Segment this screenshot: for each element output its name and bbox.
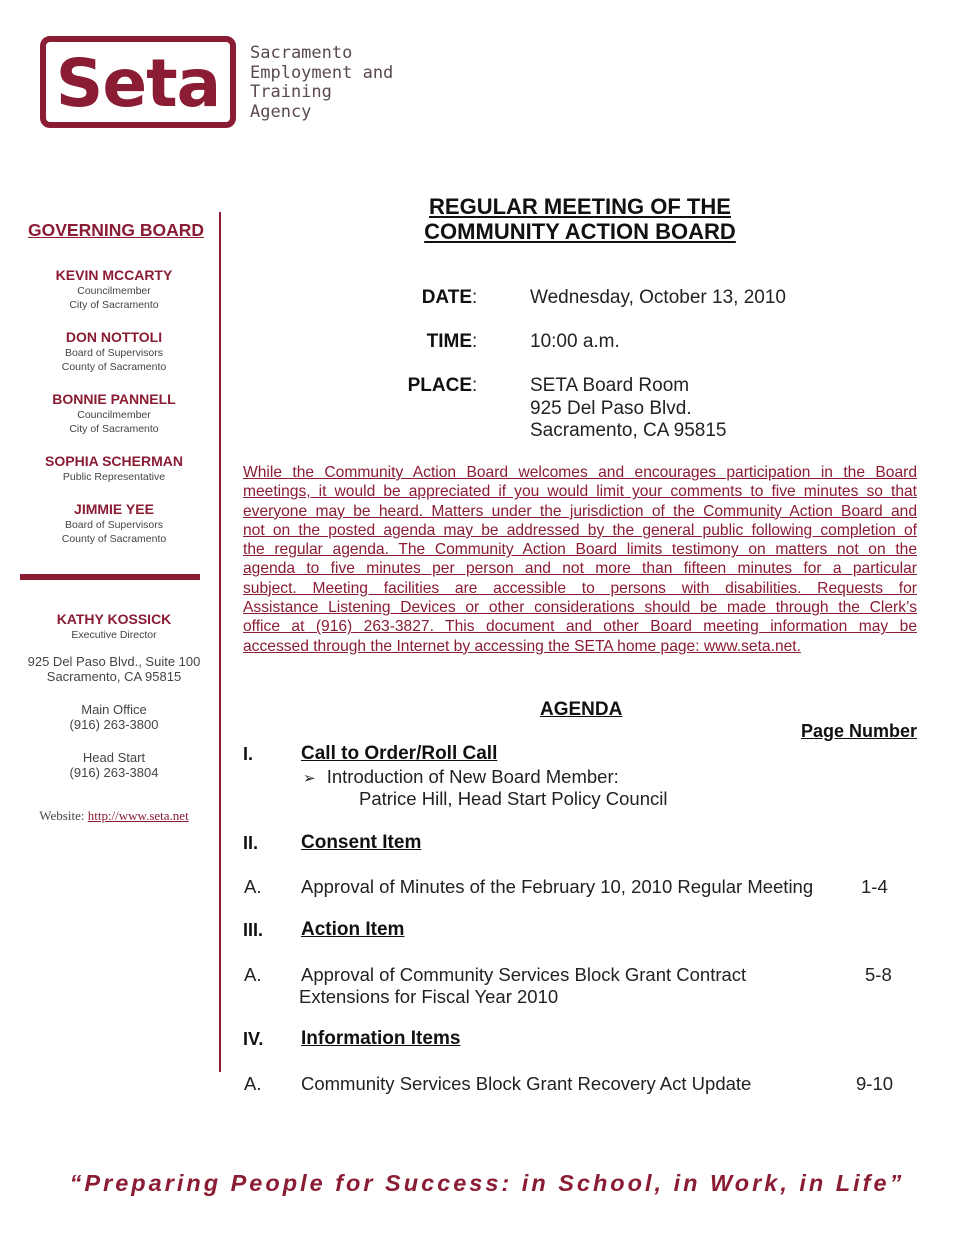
board-member — [18, 267, 210, 312]
place-label: PLACE — [407, 375, 472, 396]
time-row — [392, 331, 477, 353]
head-start-label: Head Start — [82, 750, 146, 765]
item-pages: 1-4 — [861, 876, 888, 897]
date-label: DATE — [421, 287, 472, 308]
address-line: 925 Del Paso Blvd., Suite 100 — [27, 654, 201, 669]
section-numeral: II. — [243, 833, 259, 853]
member-name: JIMMIE YEE — [74, 501, 154, 517]
section-heading: Information Items — [301, 1028, 461, 1049]
seta-logo — [40, 36, 236, 128]
board-member — [18, 501, 210, 546]
section-heading: Call to Order/Roll Call — [301, 743, 498, 764]
main-office-label: Main Office — [81, 702, 147, 717]
bullet-text: Introduction of New Board Member: — [326, 766, 619, 787]
time-colon: : — [472, 331, 478, 352]
member-org: County of Sacramento — [61, 361, 167, 373]
member-role: Board of Supervisors — [64, 519, 164, 531]
logo-mark: Seta — [55, 45, 221, 122]
governing-board-title: GOVERNING BOARD — [28, 220, 204, 240]
agenda-bullet-item — [303, 766, 619, 790]
meeting-time: 10:00 a.m. — [530, 331, 620, 352]
public-notice — [243, 463, 917, 656]
member-name: DON NOTTOLI — [65, 329, 163, 345]
member-name: BONNIE PANNELL — [52, 391, 176, 407]
notice-line: office at (916) 263-3827. This document and other Board meeting information may be — [243, 618, 917, 636]
notice-line: While the Community Action Board welcomes and encourages participation in the Board — [243, 464, 917, 481]
arrow-bullet-icon: ➢ — [303, 770, 316, 787]
sidebar-horizontal-divider — [20, 574, 200, 580]
notice-line: accessed through the Internet by accessing the SETA home page: www.seta.net. — [243, 637, 801, 655]
item-letter: A. — [244, 1073, 262, 1094]
meeting-date: Wednesday, October 13, 2010 — [530, 287, 786, 308]
website — [14, 808, 214, 824]
place-line: SETA Board Room — [530, 375, 690, 396]
section-heading: Consent Item — [301, 832, 422, 853]
notice-line: subject. Meeting facilities are accessible to persons with disabilities. Requests for — [243, 579, 917, 597]
website-link[interactable]: http://www.seta.net — [87, 808, 189, 823]
head-start-office — [18, 750, 210, 780]
item-pages: 5-8 — [865, 964, 892, 985]
member-role: Councilmember — [77, 285, 151, 297]
agency-name-line: Agency — [250, 101, 312, 122]
member-role: Board of Supervisors — [64, 347, 164, 359]
item-text: Community Services Block Grant Recovery Act Update — [301, 1073, 752, 1094]
time-label: TIME — [426, 331, 472, 352]
notice-line: Assistance Listening Devices or other considerations should be made through the Clerk’s — [243, 599, 917, 617]
agency-name-line: Sacramento — [250, 43, 353, 63]
notice-line: meetings, it would be appreciated if you would limit your comments to five minutes so that — [243, 483, 917, 501]
section-heading: Action Item — [301, 919, 405, 940]
governing-board-title-wrap — [18, 220, 210, 241]
board-member — [18, 329, 210, 374]
item-pages: 9-10 — [856, 1073, 894, 1094]
website-label: Website: — [39, 808, 85, 823]
date-colon: : — [472, 287, 478, 308]
section-numeral: I. — [243, 744, 254, 764]
page-number-header: Page Number — [800, 721, 917, 741]
notice-line: everyone may be heard. Matters under the jurisdiction of the Community Action Board and — [243, 502, 917, 520]
notice-line: not on the posted agenda may be addressed by the general public following completion of — [243, 521, 917, 539]
item-text: Approval of Minutes of the February 10, 2010 Regular Meeting — [301, 876, 814, 897]
director-name: KATHY KOSSICK — [56, 611, 172, 627]
item-letter: A. — [244, 876, 262, 897]
address-line: Sacramento, CA 95815 — [46, 669, 182, 684]
place-row — [392, 375, 477, 397]
member-org: City of Sacramento — [69, 423, 159, 435]
notice-line: agenda to five minutes per person and not more than fifteen minutes for a particular — [243, 560, 917, 578]
main-office-phone: (916) 263-3800 — [69, 717, 159, 732]
member-name: SOPHIA SCHERMAN — [45, 453, 183, 469]
section-numeral: III. — [243, 920, 264, 940]
board-member — [18, 391, 210, 436]
member-role: Public Representative — [62, 471, 166, 483]
notice-line: the regular agenda. The Community Action Board limits testimony on matters not on the — [243, 541, 917, 559]
member-org: City of Sacramento — [69, 299, 159, 311]
item-text: Approval of Community Services Block Grant Contract — [301, 964, 747, 985]
member-name: KEVIN MCCARTY — [55, 267, 173, 283]
executive-director — [18, 611, 210, 642]
meeting-place — [530, 375, 726, 443]
place-colon: : — [472, 375, 478, 396]
bullet-subtext: Patrice Hill, Head Start Policy Council — [359, 788, 668, 809]
agency-name-line: Training — [250, 82, 332, 102]
agenda-title: AGENDA — [540, 699, 623, 720]
agency-name — [250, 44, 393, 122]
member-org: County of Sacramento — [61, 533, 167, 545]
board-member — [18, 453, 210, 484]
member-role: Councilmember — [77, 409, 151, 421]
director-title: Executive Director — [71, 629, 157, 641]
head-start-phone: (916) 263-3804 — [69, 765, 159, 780]
footer-slogan: “Preparing People for Success: in School, in Work, in Life” — [69, 1170, 905, 1196]
office-address — [18, 654, 210, 684]
date-row — [392, 287, 477, 309]
meeting-title-line2: COMMUNITY ACTION BOARD — [424, 219, 736, 244]
section-numeral: IV. — [243, 1029, 264, 1049]
place-line: Sacramento, CA 95815 — [530, 420, 727, 441]
item-letter: A. — [244, 964, 262, 985]
meeting-title-line1: REGULAR MEETING OF THE — [429, 194, 731, 219]
sidebar-vertical-divider — [219, 212, 221, 1072]
item-text-continued: Extensions for Fiscal Year 2010 — [299, 986, 559, 1007]
agency-name-line: Employment and — [250, 62, 394, 83]
main-office — [18, 702, 210, 732]
place-line: 925 Del Paso Blvd. — [530, 397, 692, 419]
